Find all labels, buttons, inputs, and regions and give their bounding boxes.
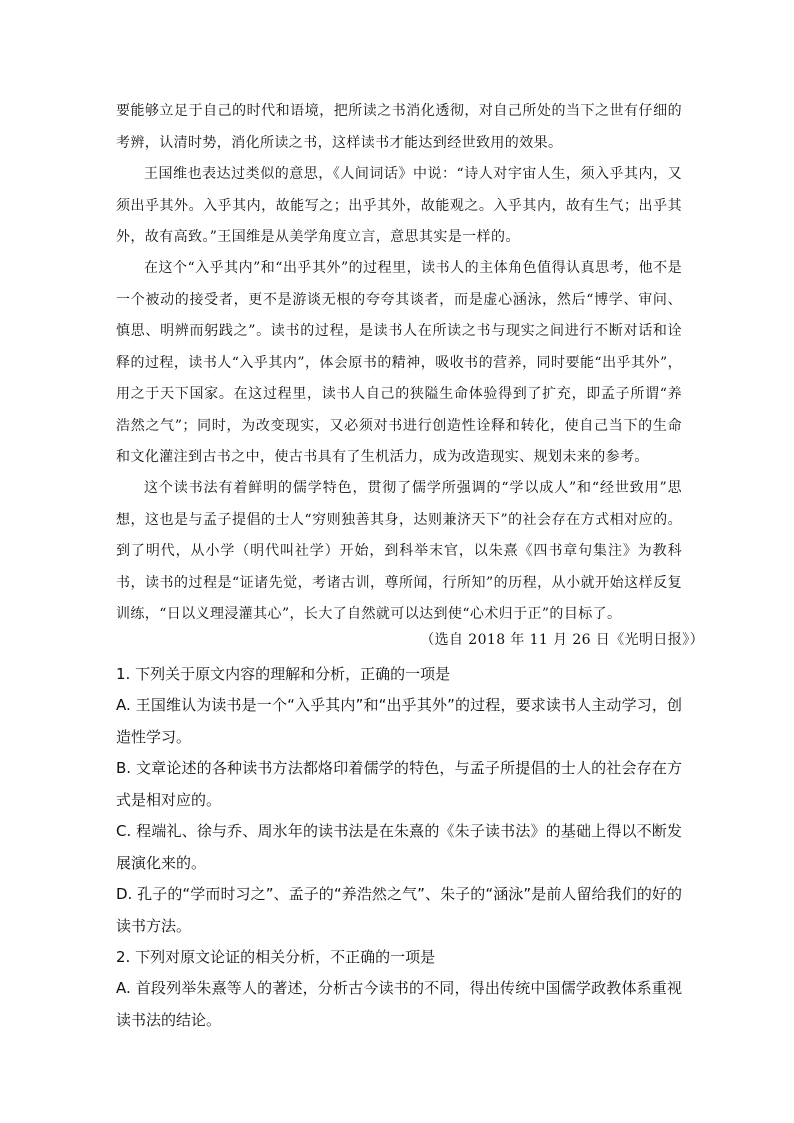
passage-source: （选自 2018 年 11 月 26 日《光明日报》）	[420, 632, 704, 648]
question-1-stem: 1. 下列关于原文内容的理解和分析，正确的一项是	[116, 665, 451, 683]
passage-paragraph-4: 这个读书法有着鲜明的儒学特色，贯彻了儒学所强调的“学以成人”和“经世致用”思想，这也是与孟子提倡的士人“穷则独善其身，达则兼济天下”的社会存在方式相对应的。到了明代，从小学（明代叫社学）开始，到科举末官，以朱熹《四书章句集注》为教科书，读书的过程是“证诸先觉，考诸古训，尊所闻，行所知”的历程，从小就开始这样反复训练，“日以义理浸灌其心”，长大了自然就可以达到使“心术归于正”的目标了。	[116, 480, 682, 622]
passage-paragraph-3: 在这个“入乎其内”和“出乎其外”的过程里，读书人的主体角色值得认真思考，他不是一个被动的接受者，更不是游谈无根的夸夸其谈者，而是虚心涵泳，然后“博学、审问、慎思、明辨而躬践之”。读书的过程，是读书人在所读之书与现实之间进行不断对话和诠释的过程，读书人“入乎其内”，体会原书的精神，吸收书的营养，同时要能“出乎其外”，用之于天下国家。在这过程里，读书人自己的狭隘生命体验得到了扩充，即孟子所谓“养浩然之气”；同时，为改变现实，又必须对书进行创造性诠释和转化，使自己当下的生命和文化灌注到古书之中，使古书具有了生机活力，成为改造现实、规划未来的参考。	[116, 260, 682, 465]
question-1-option-a[interactable]: A. 王国维认为读书是一个“入乎其内”和“出乎其外”的过程，要求读书人主动学习，创造性学习。	[116, 696, 682, 746]
question-1-option-c[interactable]: C. 程端礼、徐与乔、周氷年的读书法是在朱熹的《朱子读书法》的基础上得以不断发展演化来的。	[116, 822, 682, 872]
passage-paragraph-2: 王国维也表达过类似的意思，《人间词话》中说：“诗人对宇宙人生，须入乎其内，又须出乎其外。入乎其内，故能写之；出乎其外，故能观之。入乎其内，故有生气；出乎其外，故有高致。”王国维是从美学角度立言，意思其实是一样的。	[116, 166, 682, 245]
question-1-option-d[interactable]: D. 孔子的“学而时习之”、孟子的“养浩然之气”、朱子的“涵泳”是前人留给我们的好的读书方法。	[116, 885, 682, 935]
question-2-option-a[interactable]: A. 首段列举朱熹等人的著述，分析古今读书的不同，得出传统中国儒学政教体系重视读书法的结论。	[116, 979, 682, 1029]
question-2-stem: 2. 下列对原文论证的相关分析，不正确的一项是	[116, 948, 436, 966]
passage-paragraph-1: 要能够立足于自己的时代和语境，把所读之书消化透彻，对自己所处的当下之世有仔细的考辨，认清时势，消化所读之书，这样读书才能达到经世致用的效果。	[116, 103, 682, 151]
question-1-option-b[interactable]: B. 文章论述的各种读书方法都烙印着儒学的特色，与孟子所提倡的士人的社会存在方式是相对应的。	[116, 759, 682, 809]
